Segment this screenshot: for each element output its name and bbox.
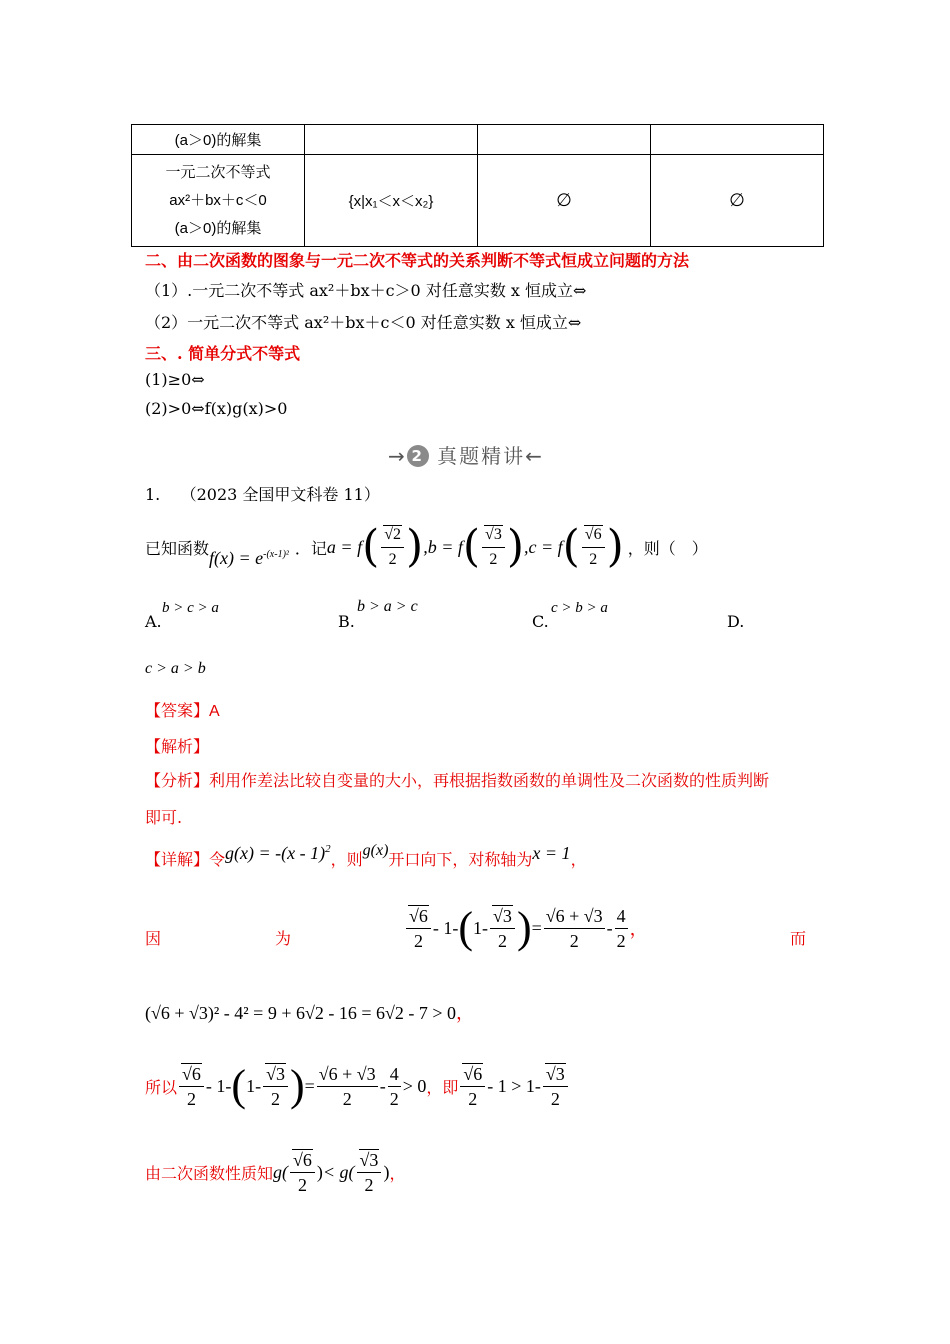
problem-source: （2023 全国甲文科卷 11） (180, 485, 380, 504)
problem-header (145, 482, 380, 505)
detail-label: 【详解】 (145, 849, 210, 869)
detail-text: 令 (209, 849, 226, 869)
denominator: 2 (364, 1174, 374, 1195)
operator: = (304, 1075, 315, 1096)
operator: 1- (473, 917, 489, 938)
fraction (317, 1062, 378, 1111)
section-heading: 三、. 简单分式不等式 (145, 344, 301, 363)
detail-text: ， (629, 919, 648, 939)
numerator: √6 (409, 905, 428, 926)
option-text: c > a > b (145, 660, 206, 677)
paren-close: ) (506, 521, 524, 572)
numerator: 4 (388, 1062, 401, 1087)
answer-line (145, 698, 220, 721)
list-item: (2)>0⇔f(x)g(x)>0 (145, 399, 288, 418)
detail-text: ，即 (426, 1077, 459, 1097)
option-text: b > a > c (357, 598, 418, 615)
denominator: 2 (389, 1088, 399, 1109)
fraction (388, 1062, 401, 1111)
exponent: -(x-1)² (263, 548, 289, 560)
formula-text: (√6 + √3)² - 4² = 9 + 6√2 - 16 = 6√2 - 7 > 0 (145, 1003, 457, 1023)
formula-text: ) (316, 1161, 323, 1182)
denominator: 2 (413, 930, 423, 951)
numerator: √6 (463, 1063, 483, 1084)
operator: - 1 > 1- (487, 1075, 541, 1096)
option-label: A. (145, 612, 162, 631)
arrow-right-icon: → (388, 444, 407, 468)
equation (145, 999, 474, 1025)
option-label: C. (532, 612, 549, 631)
empty-set-symbol: ∅ (556, 190, 572, 210)
fraction (357, 1148, 382, 1197)
paren-open: ( (231, 1061, 247, 1110)
paren-open: ( (562, 521, 580, 572)
numerator: √6 + √3 (544, 904, 605, 929)
fraction (543, 1062, 568, 1111)
paren-close: ) (606, 521, 624, 572)
numerator: √2 (384, 525, 402, 543)
paren-close: ) (406, 521, 424, 572)
numerator: √3 (545, 1063, 565, 1084)
numerator: √6 + √3 (317, 1062, 378, 1087)
denominator: 2 (271, 1088, 280, 1109)
answer-label: 【答案】 (145, 701, 210, 720)
cell-text: (a＞0)的解集 (174, 219, 262, 237)
equation (177, 1062, 426, 1111)
paren-close: ) (516, 903, 532, 952)
operator: - (379, 1075, 386, 1096)
function-definition (209, 548, 289, 569)
fraction (490, 904, 515, 953)
table-row (132, 125, 824, 155)
detail-text: ， (570, 849, 587, 869)
section-heading: 二、由二次函数的图象与一元二次不等式的关系判断不等式恒成立问题的方法 (145, 251, 690, 270)
option-a[interactable] (145, 612, 162, 631)
numerator: √3 (493, 905, 512, 926)
denominator: 2 (489, 550, 498, 568)
formula: x = 1 (532, 842, 571, 863)
numerator: 4 (615, 904, 628, 929)
operator: - (606, 917, 613, 938)
numerator: √6 (584, 525, 602, 543)
denominator: 2 (550, 1088, 560, 1109)
equation (458, 1062, 569, 1111)
stem-text: ，则（ ） (627, 538, 708, 558)
formula (225, 843, 331, 864)
detail-line (145, 840, 587, 876)
formula-text: ) (383, 1161, 390, 1182)
section-banner (388, 440, 544, 469)
fraction (263, 1062, 288, 1111)
paren-open: ( (362, 521, 380, 572)
denominator: 2 (186, 1088, 196, 1109)
detail-text: 而 (790, 929, 807, 948)
operator: - 1- (432, 917, 459, 938)
denominator: 2 (388, 550, 397, 568)
equation (273, 1148, 389, 1197)
option-text: c > b > a (551, 600, 608, 616)
paren-close: ) (289, 1061, 305, 1110)
formula: f(x) = e (209, 547, 264, 568)
operator: = (531, 917, 542, 938)
fraction (582, 523, 605, 572)
formula-b: ,b = f (423, 536, 463, 557)
denominator: 2 (497, 930, 507, 951)
detail-line (145, 1056, 570, 1116)
fenxi-label: 【分析】 (145, 771, 210, 790)
formula-text: g(x) = -(x - 1) (225, 842, 326, 863)
numerator: √6 (182, 1063, 201, 1084)
arrow-left-icon: ← (525, 444, 544, 468)
list-item: (1)≥0⇔ (145, 370, 205, 389)
detail-text: 由二次函数性质知 (145, 1163, 274, 1183)
fraction (406, 904, 431, 953)
table-cell (478, 155, 651, 247)
equation (404, 898, 648, 958)
denominator: 2 (589, 550, 598, 568)
fraction (290, 1148, 315, 1197)
table-cell (132, 125, 305, 155)
numerator: √6 (293, 1149, 312, 1170)
operator: 1- (246, 1075, 262, 1096)
cell-text: (a＞0)的解集 (174, 132, 262, 149)
operator: > 0 (402, 1075, 427, 1096)
formula-c: ,c = f (523, 536, 563, 557)
detail-text: ，则 (330, 849, 363, 869)
fraction (482, 523, 505, 572)
option-text: b > c > a (162, 600, 219, 616)
denominator: 2 (342, 1088, 352, 1109)
numerator: √3 (266, 1063, 285, 1084)
numerator: √3 (485, 525, 502, 543)
detail-text: ， (389, 1163, 406, 1183)
formula-a: a = f (326, 536, 363, 557)
formula-text: g( (273, 1161, 289, 1182)
option-label: D. (727, 612, 745, 631)
number-badge: 2 (407, 445, 429, 467)
analysis-text (145, 768, 769, 791)
empty-set-symbol: ∅ (729, 190, 745, 210)
table-row (132, 155, 824, 247)
fraction (615, 904, 628, 953)
denominator: 2 (468, 1088, 478, 1109)
option-label: B. (338, 612, 355, 631)
fraction (460, 1062, 485, 1111)
paren-open: ( (462, 521, 481, 572)
detail-text: 为 (275, 929, 292, 948)
detail-text: ， (456, 1003, 475, 1023)
stem-text: 已知函数 (145, 538, 210, 558)
operator: - 1- (205, 1075, 232, 1096)
table-cell (305, 155, 478, 247)
denominator: 2 (297, 1174, 307, 1195)
fenxi-text: 利用作差法比较自变量的大小，再根据指数函数的单调性及二次函数的性质判断 (209, 771, 770, 790)
option-d[interactable] (727, 612, 744, 631)
fraction (179, 1062, 204, 1111)
cell-text: ax²＋bx＋c＜0 (169, 191, 267, 209)
answer-value: A (209, 703, 220, 720)
analysis-label: 【解析】 (145, 737, 210, 756)
detail-line (145, 1142, 405, 1202)
detail-text: 因 (145, 929, 162, 948)
fenxi-text: 即可. (145, 808, 183, 827)
formula: g(x) (362, 842, 389, 859)
banner-title: 真题精讲 (437, 444, 526, 468)
option-c[interactable] (532, 612, 549, 631)
cell-text: 一元二次不等式 (165, 163, 271, 181)
table-cell (651, 125, 824, 155)
paren-open: ( (458, 903, 474, 952)
detail-text: 所以 (145, 1077, 178, 1097)
table-cell (478, 125, 651, 155)
cell-text: {x|x₁＜x＜x₂} (348, 193, 434, 210)
detail-text: 开口向下，对称轴为 (388, 849, 533, 869)
problem-number: 1. (145, 485, 161, 504)
denominator: 2 (569, 930, 579, 951)
inequality-table (131, 124, 824, 247)
list-item: （1）.一元二次不等式 ax²＋bx＋c＞0 对任意实数 x 恒成立⇔ (145, 281, 587, 300)
operator: < g( (322, 1161, 355, 1182)
option-b[interactable] (338, 612, 355, 631)
list-item: （2）一元二次不等式 ax²＋bx＋c＜0 对任意实数 x 恒成立⇔ (145, 313, 582, 332)
problem-stem (145, 512, 708, 582)
table-cell (132, 155, 305, 247)
table-cell (305, 125, 478, 155)
exponent: 2 (325, 842, 331, 855)
fraction (544, 904, 605, 953)
numerator: √3 (359, 1149, 379, 1170)
stem-text: ．记 (294, 538, 327, 558)
table-cell (651, 155, 824, 247)
denominator: 2 (616, 930, 626, 951)
fraction (381, 523, 404, 572)
